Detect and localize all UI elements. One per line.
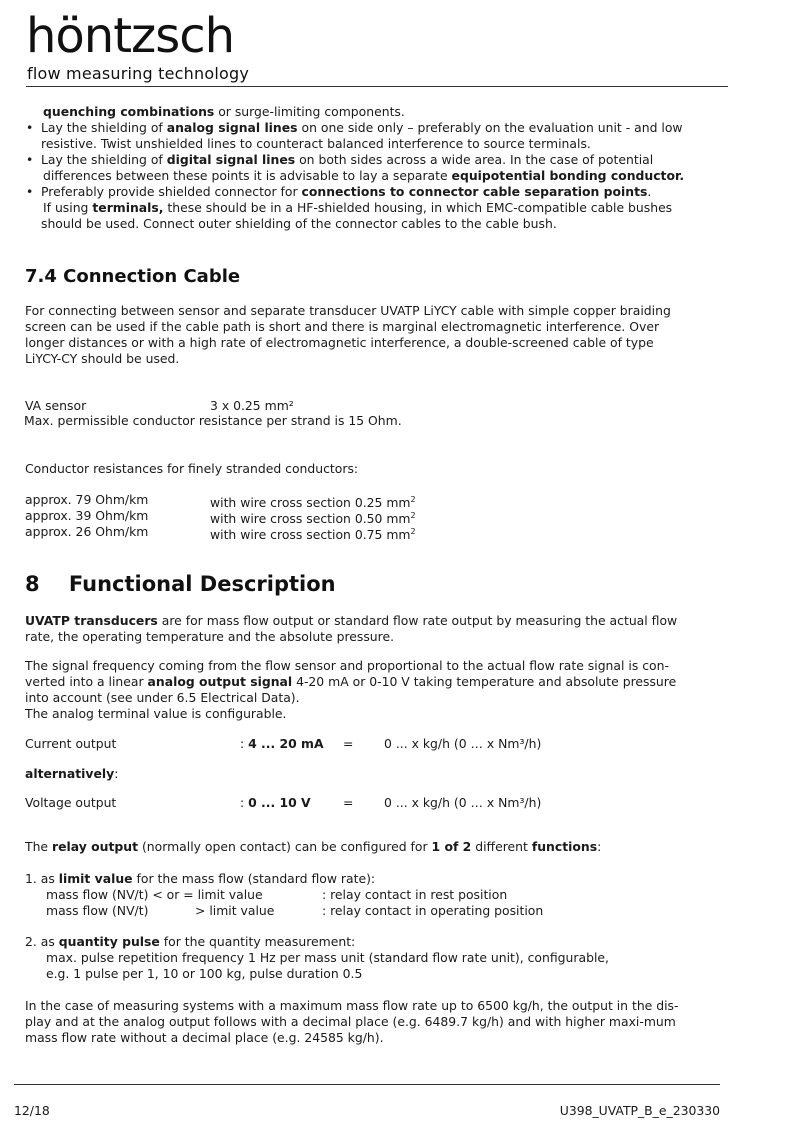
current-output-range: : 4 ... 20 mA <box>240 736 324 751</box>
cable-paragraph-line-3: longer distances or with a high rate of electromagnetic interference, a double-screened cable of type <box>25 335 654 350</box>
conductor-row-3-section: with wire cross section 0.75 $mm^2$ <box>210 527 416 543</box>
function-1-row-1-result: : relay contact in rest position <box>322 887 508 902</box>
current-output-label: Current output <box>25 736 117 751</box>
conductor-row-3-resistance: approx. 26 Ohm/km <box>25 524 149 539</box>
company-logo: höntzsch <box>26 8 235 64</box>
signal-paragraph-line-1: The signal frequency coming from the flow sensor and proportional to the actual flow rate signal is con- <box>25 658 669 673</box>
company-tagline: flow measuring technology <box>27 64 249 83</box>
conductor-row-1-resistance: approx. 79 Ohm/km <box>25 492 149 507</box>
signal-paragraph-line-3: into account (see under 6.5 Electrical Data). <box>25 690 300 705</box>
conductor-row-2-section: with wire cross section 0.50 $mm^2$ <box>210 511 416 527</box>
voltage-output-range: : 0 ... 10 V <box>240 795 311 810</box>
voltage-output-equals: = <box>343 795 354 810</box>
function-2-heading: 2. as quantity pulse for the quantity measurement: <box>25 934 356 949</box>
cable-paragraph-line-1: For connecting between sensor and separate transducer UVATP LiYCY cable with simple copper braiding <box>25 303 671 318</box>
conductor-row-1-section: with wire cross section 0.25 $mm^2$ <box>210 495 416 511</box>
function-1-row-2-comparison: > limit value <box>195 903 275 918</box>
voltage-output-value: 0 ... x kg/h (0 … x Nm³/h) <box>384 795 542 810</box>
decimal-paragraph-line-3: mass flow rate without a decimal place (e.g. 24585 kg/h). <box>25 1030 384 1045</box>
function-1-row-1-condition: mass flow (NV/t) < or = limit value <box>46 887 263 902</box>
bullet-digital-shielding: • Lay the shielding of digital signal lines on both sides across a wide area. In the case of potential <box>41 152 653 168</box>
bullet-terminals: If using terminals, these should be in a HF-shielded housing, in which EMC-compatible cable bushes <box>43 200 673 215</box>
function-1-heading: 1. as limit value for the mass flow (standard flow rate): <box>25 871 376 886</box>
section-heading-7-4: 7.4 Connection Cable <box>25 266 241 287</box>
signal-paragraph-line-4: The analog terminal value is configurable. <box>25 706 287 721</box>
signal-paragraph-line-2: verted into a linear analog output signal 4-20 mA or 0-10 V taking temperature and absolute pressure <box>25 674 677 689</box>
current-output-equals: = <box>343 736 354 751</box>
decimal-paragraph-line-2: play and at the analog output follows with a decimal place (e.g. 6489.7 kg/h) and with higher maxi-mum <box>25 1014 676 1029</box>
relay-output-intro: The relay output (normally open contact) can be configured for 1 of 2 different functions: <box>25 839 602 854</box>
conductor-row-2-resistance: approx. 39 Ohm/km <box>25 508 149 523</box>
transducer-paragraph-line-2: rate, the operating temperature and the absolute pressure. <box>25 629 395 644</box>
function-2-line-1: max. pulse repetition frequency 1 Hz per mass unit (standard flow rate unit), configurable, <box>46 950 609 965</box>
bullet-continuation: quenching combinations or surge-limiting components. <box>43 104 405 119</box>
page-number: 12/18 <box>14 1103 50 1118</box>
bullet-shielded-connector: • Preferably provide shielded connector for connections to connector cable separation points. <box>41 184 651 200</box>
bullet-digital-shielding-cont: differences between these points it is advisable to lay a separate equipotential bonding conductor. <box>43 168 685 183</box>
bullet-analog-shielding: • Lay the shielding of analog signal lines on one side only – preferably on the evaluation unit - and low <box>41 120 683 136</box>
decimal-paragraph-line-1: In the case of measuring systems with a maximum mass flow rate up to 6500 kg/h, the output in the dis- <box>25 998 679 1013</box>
header-divider <box>26 86 728 87</box>
section-heading-8: 8 Functional Description <box>25 572 336 596</box>
current-output-value: 0 ... x kg/h (0 … x Nm³/h) <box>384 736 542 751</box>
alternatively-label: alternatively: <box>25 766 119 781</box>
function-2-line-2: e.g. 1 pulse per 1, 10 or 100 kg, pulse duration 0.5 <box>46 966 363 981</box>
function-1-row-2-result: : relay contact in operating position <box>322 903 544 918</box>
conductor-intro: Conductor resistances for finely stranded conductors: <box>25 461 359 476</box>
bullet-terminals-cont: should be used. Connect outer shielding of the connector cables to the cable bush. <box>41 216 557 231</box>
footer-divider <box>14 1084 720 1085</box>
cable-paragraph-line-4: LiYCY-CY should be used. <box>25 351 180 366</box>
bullet-analog-shielding-cont: resistive. Twist unshielded lines to counteract balanced interference to source terminals. <box>41 136 591 151</box>
function-1-row-2-condition: mass flow (NV/t) <box>46 903 149 918</box>
va-sensor-label: VA sensor <box>25 398 87 413</box>
document-id: U398_UVATP_B_e_230330 <box>559 1103 720 1118</box>
transducer-paragraph-line-1: UVATP transducers are for mass flow output or standard flow rate output by measuring the actual flow <box>25 613 678 628</box>
voltage-output-label: Voltage output <box>25 795 117 810</box>
va-sensor-value: 3 x 0.25 mm² <box>210 398 294 413</box>
max-resistance-note: Max. permissible conductor resistance per strand is 15 Ohm. <box>24 413 402 428</box>
cable-paragraph-line-2: screen can be used if the cable path is short and there is marginal electromagnetic interference. Over <box>25 319 660 334</box>
